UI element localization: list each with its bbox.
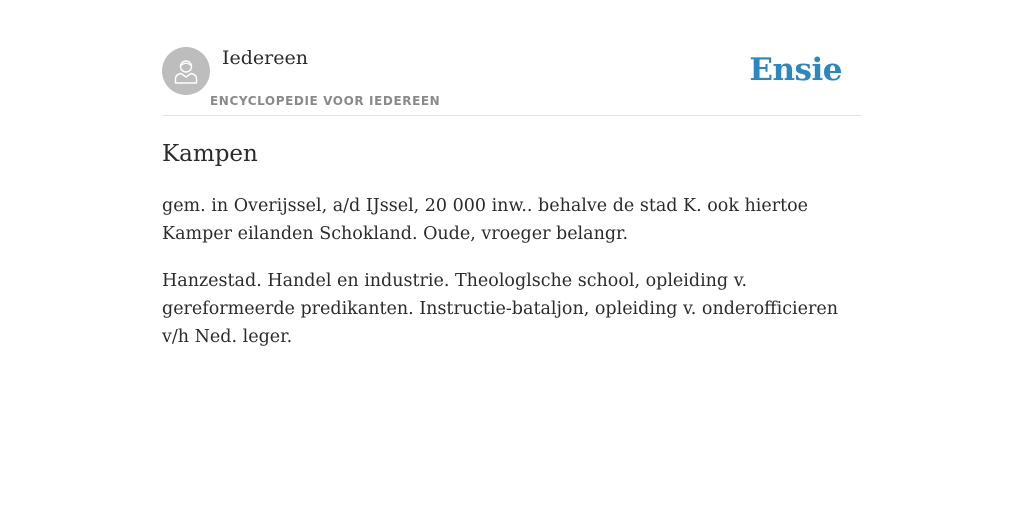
- header: [162, 0, 862, 116]
- author-link[interactable]: Iedereen: [222, 47, 308, 69]
- article-body: [162, 192, 862, 370]
- site-tagline: ENCYCLOPEDIE VOOR IEDEREEN: [210, 94, 441, 108]
- brand-logo-link[interactable]: Ensie: [749, 52, 842, 88]
- avatar[interactable]: [162, 47, 210, 95]
- user-icon: [171, 56, 201, 86]
- article-paragraph: Hanzestad. Handel en industrie. Theologlsche school, opleiding v. gereformeerde predikanten. Instructie-bataljon, opleiding v. onderofficieren v/h Ned. leger.: [162, 271, 838, 347]
- page: [162, 0, 862, 512]
- article-title: Kampen: [162, 141, 258, 167]
- article-paragraph: gem. in Overijssel, a/d IJssel, 20 000 inw.. behalve de stad K. ook hiertoe Kamper eilanden Schokland. Oude, vroeger belangr.: [162, 196, 808, 244]
